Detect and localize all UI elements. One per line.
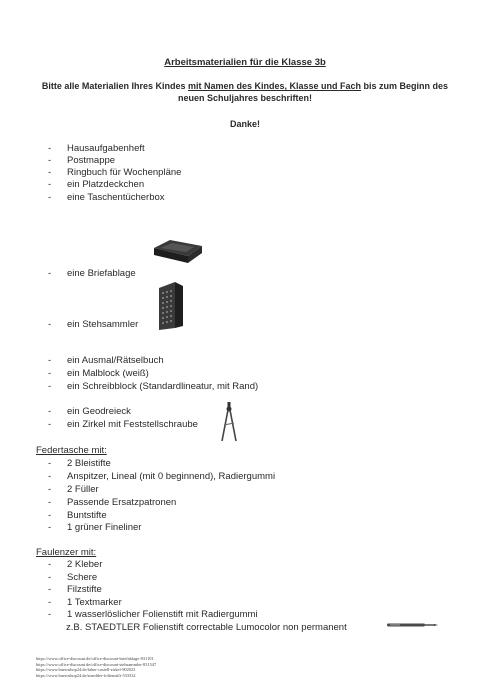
list-item: - ein Platzdeckchen bbox=[48, 179, 145, 190]
intro-underlined: mit Namen des Kindes, Klasse und Fach bbox=[187, 81, 362, 91]
list-item: - ein Geodreieck bbox=[48, 406, 131, 417]
list-item: - Anspitzer, Lineal (mit 0 beginnend), Radiergummi bbox=[48, 471, 276, 482]
list-item: - ein Schreibblock (Standardlineatur, mit Rand) bbox=[48, 381, 259, 392]
intro-text bbox=[38, 80, 452, 104]
magazine-file-icon bbox=[153, 280, 187, 332]
list-item: - eine Briefablage bbox=[48, 268, 136, 279]
page-title: Arbeitsmaterialien für die Klasse 3b bbox=[164, 57, 326, 68]
source-link: https://www.office-discount.de/office-discount-stehsammler-831547 bbox=[36, 661, 157, 667]
source-link: https://www.bueroshop24.de/staedtler-folienstift-533332 bbox=[36, 672, 136, 678]
letter-tray-icon bbox=[150, 238, 206, 266]
list-item: - Hausaufgabenheft bbox=[48, 143, 145, 154]
list-item: - 1 wasserlöslicher Folienstift mit Radiergummi bbox=[48, 609, 258, 620]
list-item: - 1 grüner Fineliner bbox=[48, 522, 142, 533]
list-item: - Buntstifte bbox=[48, 510, 107, 521]
list-item: - Passende Ersatzpatronen bbox=[48, 497, 177, 508]
intro-part-1: Bitte alle Materialien Ihres Kindes bbox=[41, 81, 188, 91]
federtasche-heading: Federtasche mit: bbox=[36, 445, 107, 456]
list-item: - Ringbuch für Wochenpläne bbox=[48, 167, 182, 178]
list-item: - 2 Bleistifte bbox=[48, 458, 111, 469]
thanks-text: Danke! bbox=[229, 119, 260, 129]
list-item: - ein Ausmal/Rätselbuch bbox=[48, 355, 164, 366]
intro-part-2: bis zum Beginn des neuen Schuljahres beschriften! bbox=[177, 81, 449, 103]
list-item: - ein Malblock (weiß) bbox=[48, 368, 149, 379]
marker-pen-icon bbox=[385, 621, 439, 629]
folienstift-note: z.B. STAEDTLER Folienstift correctable Lumocolor non permanent bbox=[66, 622, 347, 633]
source-links bbox=[36, 656, 156, 678]
source-link: https://www.bueroshop24.de/faber-castell-zirkel-902023 bbox=[36, 667, 136, 673]
list-item: - 1 Textmarker bbox=[48, 597, 122, 608]
compass-icon bbox=[219, 401, 239, 443]
list-item: - ein Zirkel mit Feststellschraube bbox=[48, 419, 198, 430]
list-item: - eine Taschentücherbox bbox=[48, 192, 165, 203]
list-item: - Schere bbox=[48, 572, 98, 583]
faulenzer-heading: Faulenzer mit: bbox=[36, 547, 97, 558]
list-item: - Postmappe bbox=[48, 155, 116, 166]
list-item: - Filzstifte bbox=[48, 584, 102, 595]
list-item: - ein Stehsammler bbox=[48, 319, 139, 330]
list-item: - 2 Füller bbox=[48, 484, 99, 495]
list-item: - 2 Kleber bbox=[48, 559, 103, 570]
source-link: https://www.office-discount.de/office-discount-briefablage-831101 bbox=[36, 656, 154, 661]
